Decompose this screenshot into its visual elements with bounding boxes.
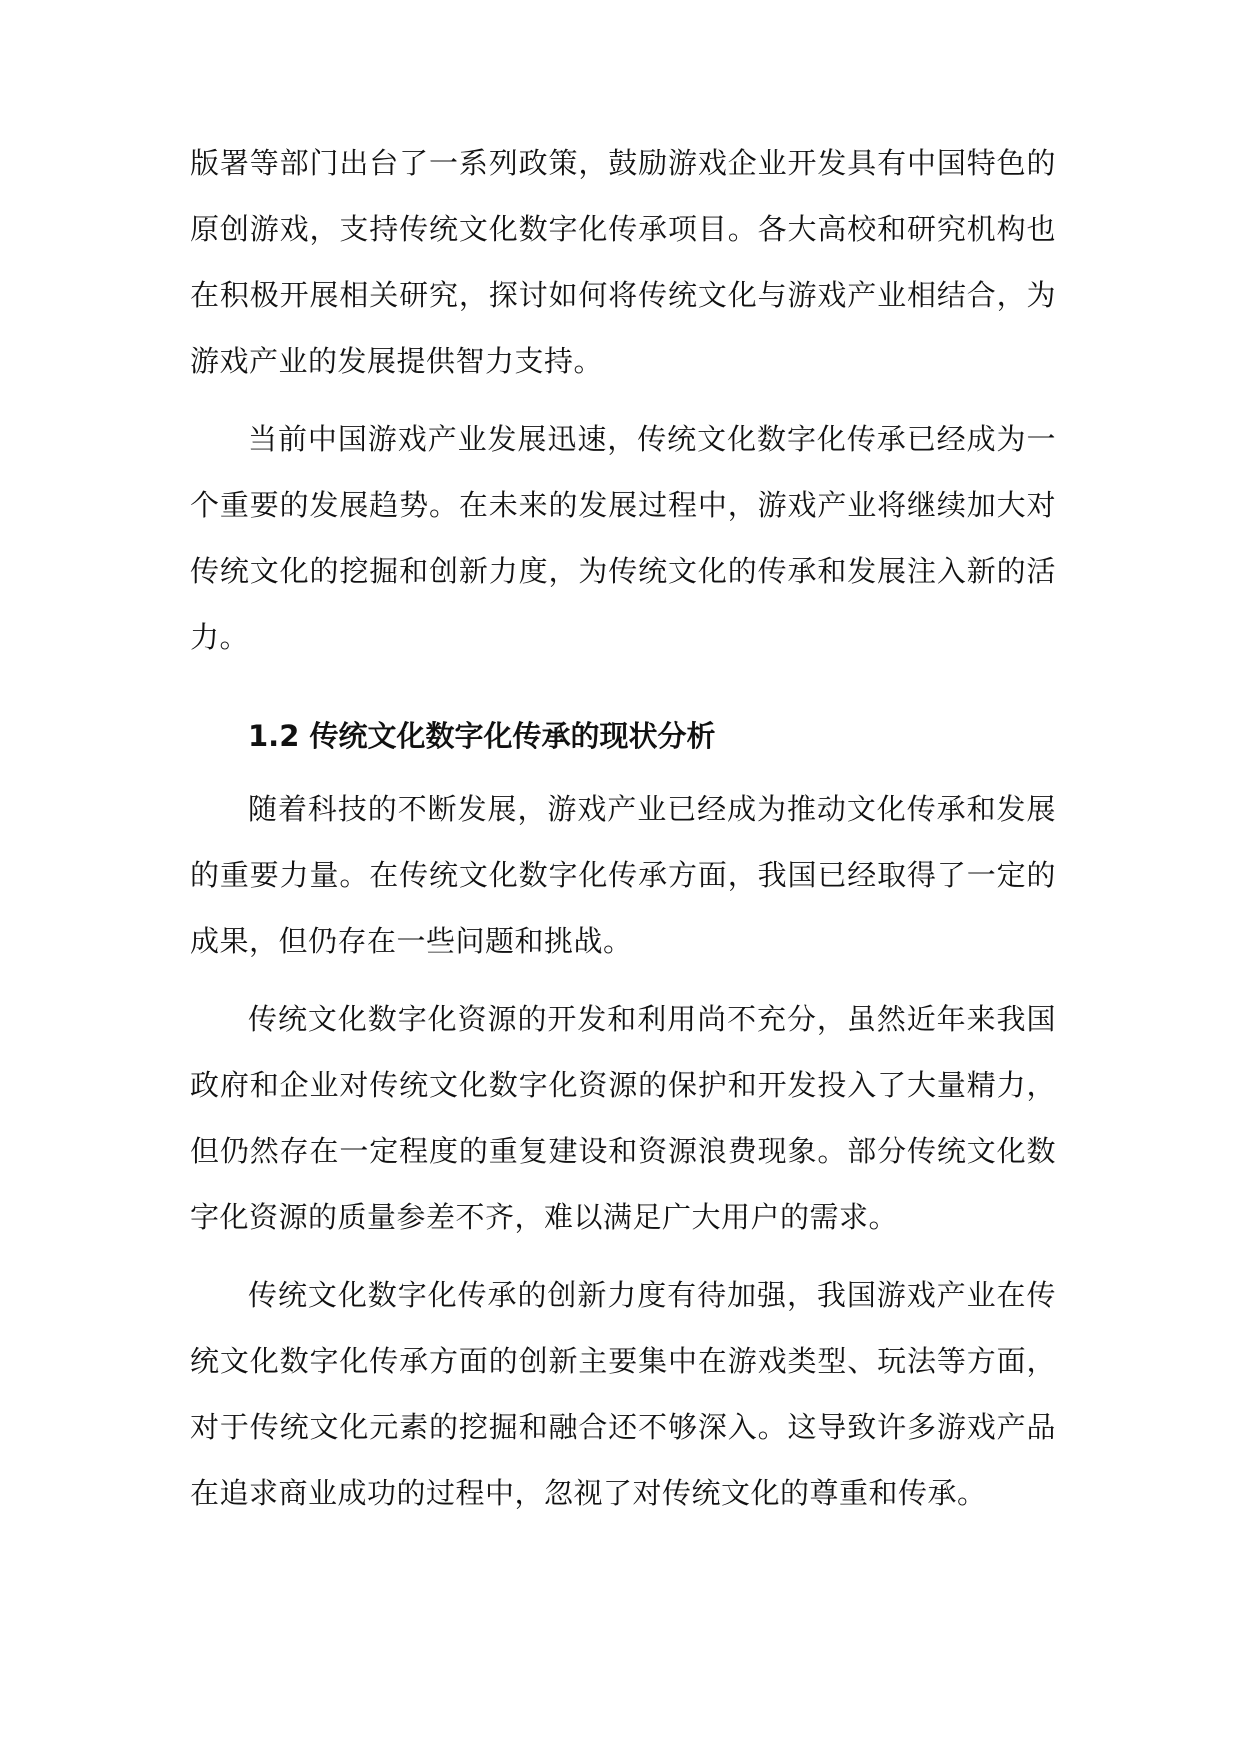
body-paragraph: 随着科技的不断发展，游戏产业已经成为推动文化传承和发展的重要力量。在传统文化数字化传承方面，我国已经取得了一定的成果，但仍存在一些问题和挑战。	[190, 792, 1056, 958]
body-paragraph: 传统文化数字化传承的创新力度有待加强，我国游戏产业在传统文化数字化传承方面的创新主要集中在游戏类型、玩法等方面，对于传统文化元素的挖掘和融合还不够深入。这导致许多游戏产品在追求商业成功的过程中，忽视了对传统文化的尊重和传承。	[190, 1278, 1056, 1510]
document-page	[190, 130, 1056, 1538]
section-heading: 1.2 传统文化数字化传承的现状分析	[248, 719, 716, 753]
body-paragraph: 版署等部门出台了一系列政策，鼓励游戏企业开发具有中国特色的原创游戏，支持传统文化数字化传承项目。各大高校和研究机构也在积极开展相关研究，探讨如何将传统文化与游戏产业相结合，为游戏产业的发展提供智力支持。	[190, 146, 1056, 378]
body-paragraph: 当前中国游戏产业发展迅速，传统文化数字化传承已经成为一个重要的发展趋势。在未来的发展过程中，游戏产业将继续加大对传统文化的挖掘和创新力度，为传统文化的传承和发展注入新的活力。	[190, 422, 1056, 654]
body-paragraph: 传统文化数字化资源的开发和利用尚不充分，虽然近年来我国政府和企业对传统文化数字化资源的保护和开发投入了大量精力，但仍然存在一定程度的重复建设和资源浪费现象。部分传统文化数字化资源的质量参差不齐，难以满足广大用户的需求。	[190, 1002, 1056, 1234]
